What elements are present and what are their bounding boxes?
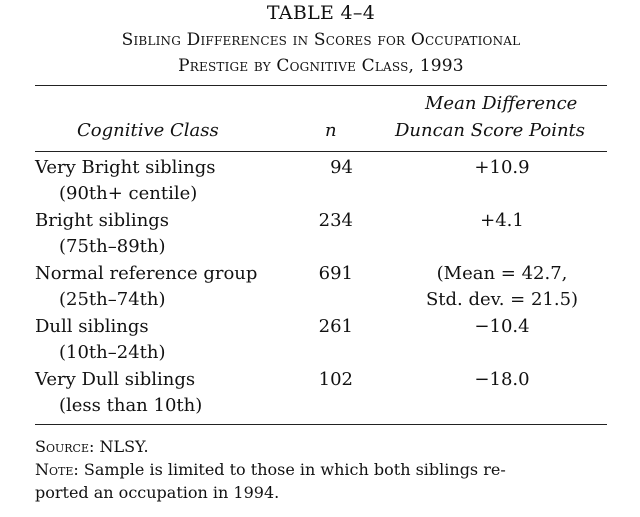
table-number: TABLE 4–4 [266,2,376,24]
row-mean-difference: +4.1 [480,210,524,231]
row-n: 261 [318,316,353,337]
row-label: Dull siblings [35,316,149,337]
header-rule [35,151,607,152]
table-caption-line-2: Prestige by Cognitive Class, 1993 [178,56,464,76]
row-n: 691 [318,263,353,284]
note-label: Note: [35,460,79,479]
table-caption-line-1: Sibling Differences in Scores for Occupational [121,30,521,50]
top-rule [35,85,607,86]
header-mean-difference: Mean Difference [425,93,578,114]
row-n: 234 [318,210,353,231]
row-mean-difference: (Mean = 42.7, [436,263,568,284]
row-mean-difference: +10.9 [474,157,530,178]
row-sublabel: (90th+ centile) [59,183,198,204]
row-sublabel: (10th–24th) [59,342,166,363]
bottom-rule [35,424,607,425]
row-label: Normal reference group [35,263,258,284]
row-sublabel: (25th–74th) [59,289,166,310]
sample-note-continued: ported an occupation in 1994. [35,483,280,502]
row-label: Very Bright siblings [35,157,216,178]
source-note [35,437,149,456]
row-mean-difference-line-2: Std. dev. = 21.5) [425,289,579,310]
table-page [35,0,607,517]
row-sublabel: (less than 10th) [59,395,203,416]
header-duncan-score-points: Duncan Score Points [395,120,586,141]
header-n: n [325,120,337,141]
row-mean-difference: −10.4 [474,316,530,337]
row-n: 102 [318,369,353,390]
header-cognitive-class: Cognitive Class [77,120,219,141]
row-label: Bright siblings [35,210,170,231]
note-line-1: Sample is limited to those in which both siblings re- [83,460,506,479]
source-text: NLSY. [99,437,149,456]
row-n: 94 [330,157,353,178]
source-label: Source: [35,437,95,456]
sample-note [35,460,506,479]
row-sublabel: (75th–89th) [59,236,166,257]
row-label: Very Dull siblings [35,369,196,390]
row-mean-difference: −18.0 [474,369,530,390]
